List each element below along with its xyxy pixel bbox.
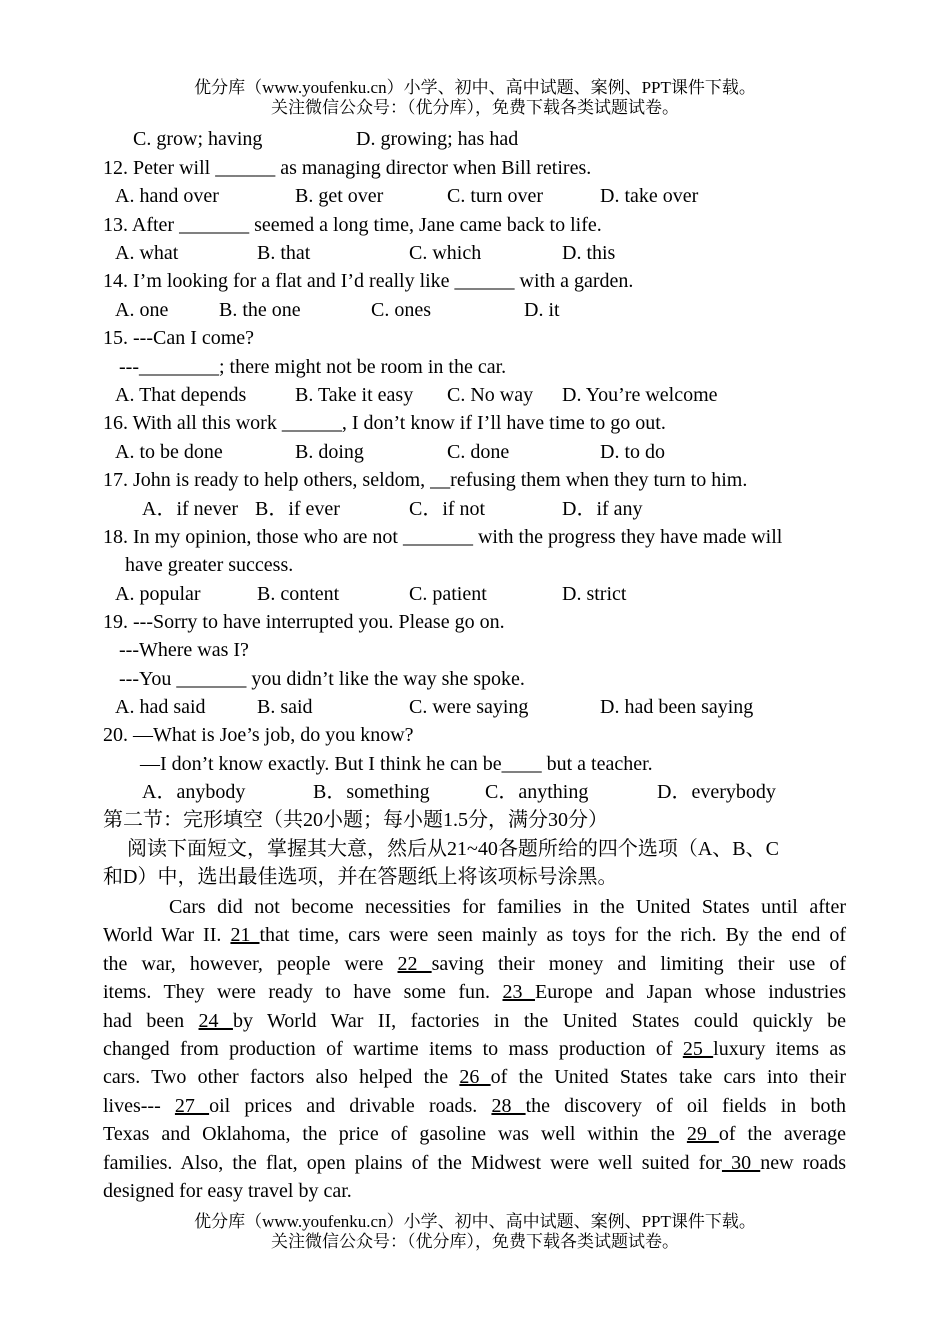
option-a: A. one (115, 299, 169, 321)
question-20-stem: 20. —What is Joe’s job, do you know? (103, 724, 414, 746)
passage-line: Cars did not become necessities for families in the United States until after (169, 896, 846, 918)
option-b: B. get over (295, 185, 384, 207)
option-d: D. had been saying (600, 696, 754, 718)
header-line-1: 优分库（www.youfenku.cn）小学、初中、高中试题、案例、PPT课件下载。 (194, 78, 756, 97)
option-b: B．something (313, 781, 430, 803)
option-a: A. had said (115, 696, 206, 718)
passage-text: by World War II, factories in the United States could quickly be (232, 1009, 847, 1032)
passage-line (103, 1035, 846, 1063)
option-a: A. what (115, 242, 179, 264)
option-a: A．anybody (142, 781, 246, 803)
passage-line (103, 1092, 846, 1120)
option-b: B. Take it easy (295, 384, 414, 406)
passage-text: the war, however, people were (103, 952, 384, 975)
option-d: D．everybody (657, 781, 776, 803)
option-c: C. patient (409, 583, 487, 605)
passage-text: that time, cars were seen mainly as toys for the rich. By the end of (259, 924, 847, 947)
question-19-line-3: ---You _______ you didn’t like the way she spoke. (119, 668, 525, 690)
passage-text: oil prices and drivable roads. (209, 1094, 478, 1117)
option-d: D. this (562, 242, 616, 264)
question-17-stem: 17. John is ready to help others, seldom, __refusing them when they turn to him. (103, 469, 748, 491)
option-d: D. take over (600, 185, 699, 207)
passage-line: designed for easy travel by car. (103, 1179, 352, 1202)
passage-line (103, 1007, 846, 1035)
option-b: B. said (257, 696, 313, 718)
option-c: C. turn over (447, 185, 544, 207)
option-d: D. to do (600, 441, 665, 463)
option-c: C．anything (485, 781, 589, 803)
option-c: C. ones (371, 299, 431, 321)
option-d: D．if any (562, 498, 643, 520)
passage-text: of the United States take cars into their (490, 1066, 847, 1089)
option-d: D. You’re welcome (562, 384, 718, 406)
passage-line (103, 978, 846, 1006)
blank-27: 27 (174, 1094, 210, 1117)
blank-28: 28 (491, 1094, 526, 1117)
passage-line (103, 921, 846, 949)
blank-30: 30 (721, 1151, 761, 1174)
option-b: B. that (257, 242, 311, 264)
question-19-stem: 19. ---Sorry to have interrupted you. Please go on. (103, 611, 505, 633)
blank-22: 22 (397, 952, 432, 975)
passage-text: Europe and Japan whose industries (534, 981, 847, 1004)
passage-text: World War II. (103, 924, 222, 947)
question-19-line-2: ---Where was I? (119, 639, 249, 661)
question-15-stem: 15. ---Can I come? (103, 327, 255, 349)
question-18-stem-cont: have greater success. (125, 554, 294, 576)
option-a: A．if never (142, 498, 239, 520)
passage-text: cars. Two other factors also helped the (103, 1066, 449, 1089)
option-a: A. to be done (115, 441, 223, 463)
option-c: C. which (409, 242, 482, 264)
option-b: B. content (257, 583, 340, 605)
passage-text: of the average (718, 1123, 847, 1146)
section-2-instructions-cont: 和D）中，选出最佳选项，并在答题纸上将该项标号涂黑。 (103, 866, 618, 888)
question-13-stem: 13. After _______ seemed a long time, Jane came back to life. (103, 214, 602, 236)
passage-line (103, 1149, 846, 1177)
option-c: C. were saying (409, 696, 529, 718)
passage-line (103, 1063, 846, 1091)
passage-line (103, 950, 846, 978)
passage-text: Texas and Oklahoma, the price of gasoline was well within the (103, 1123, 675, 1146)
passage-text: families. Also, the flat, open plains of the Midwest were well suited for (103, 1151, 722, 1174)
option-d: D. growing; has had (356, 128, 519, 150)
option-c: C. No way (447, 384, 534, 406)
passage-text: luxury items as (713, 1037, 846, 1060)
blank-25: 25 (682, 1037, 714, 1060)
footer-line-2: 关注微信公众号：（优分库），免费下载各类试题试卷。 (271, 1232, 679, 1251)
blank-21: 21 (230, 924, 260, 947)
option-a: A. hand over (115, 185, 219, 207)
blank-23: 23 (502, 981, 535, 1004)
question-14-stem: 14. I’m looking for a flat and I’d really like ______ with a garden. (103, 270, 634, 292)
blank-29: 29 (686, 1123, 719, 1146)
option-d: D. it (524, 299, 560, 321)
option-b: B. doing (295, 441, 364, 463)
option-c: C．if not (409, 498, 486, 520)
blank-26: 26 (459, 1066, 491, 1089)
passage-text: items. They were ready to have some fun. (103, 981, 490, 1004)
passage-line (103, 1120, 846, 1148)
question-16-stem: 16. With all this work ______, I don’t know if I’ll have time to go out. (103, 412, 666, 434)
header-line-2: 关注微信公众号：（优分库），免费下载各类试题试卷。 (271, 98, 679, 117)
blank-24: 24 (198, 1009, 233, 1032)
option-d: D. strict (562, 583, 627, 605)
option-c: C. done (447, 441, 510, 463)
option-b: B. the one (219, 299, 301, 321)
question-20-line-2: —I don’t know exactly. But I think he can be____ but a teacher. (140, 753, 653, 775)
option-a: A. popular (115, 583, 201, 605)
option-b: B．if ever (255, 498, 340, 520)
question-15-reply: ---________; there might not be room in the car. (119, 356, 507, 378)
footer-line-1: 优分库（www.youfenku.cn）小学、初中、高中试题、案例、PPT课件下载。 (194, 1212, 756, 1231)
question-18-stem: 18. In my opinion, those who are not _______ with the progress they have made will (103, 526, 783, 548)
section-2-title: 第二节：完形填空（共20小题；每小题1.5分，满分30分） (103, 809, 608, 831)
passage-text: had been (103, 1009, 185, 1032)
passage-text: new roads (760, 1151, 847, 1174)
passage-text: changed from production of wartime items to mass production of (103, 1037, 673, 1060)
passage-text: saving their money and limiting their use of (431, 952, 847, 975)
cloze-passage (103, 893, 846, 1205)
option-a: A. That depends (115, 384, 247, 406)
passage-text: lives--- (103, 1094, 161, 1117)
passage-text: the discovery of oil fields in both (525, 1094, 847, 1117)
question-12-stem: 12. Peter will ______ as managing director when Bill retires. (103, 157, 592, 179)
option-c: C. grow; having (133, 128, 263, 150)
section-2-instructions: 阅读下面短文，掌握其大意，然后从21~40各题所给的四个选项（A、B、C (127, 838, 779, 860)
